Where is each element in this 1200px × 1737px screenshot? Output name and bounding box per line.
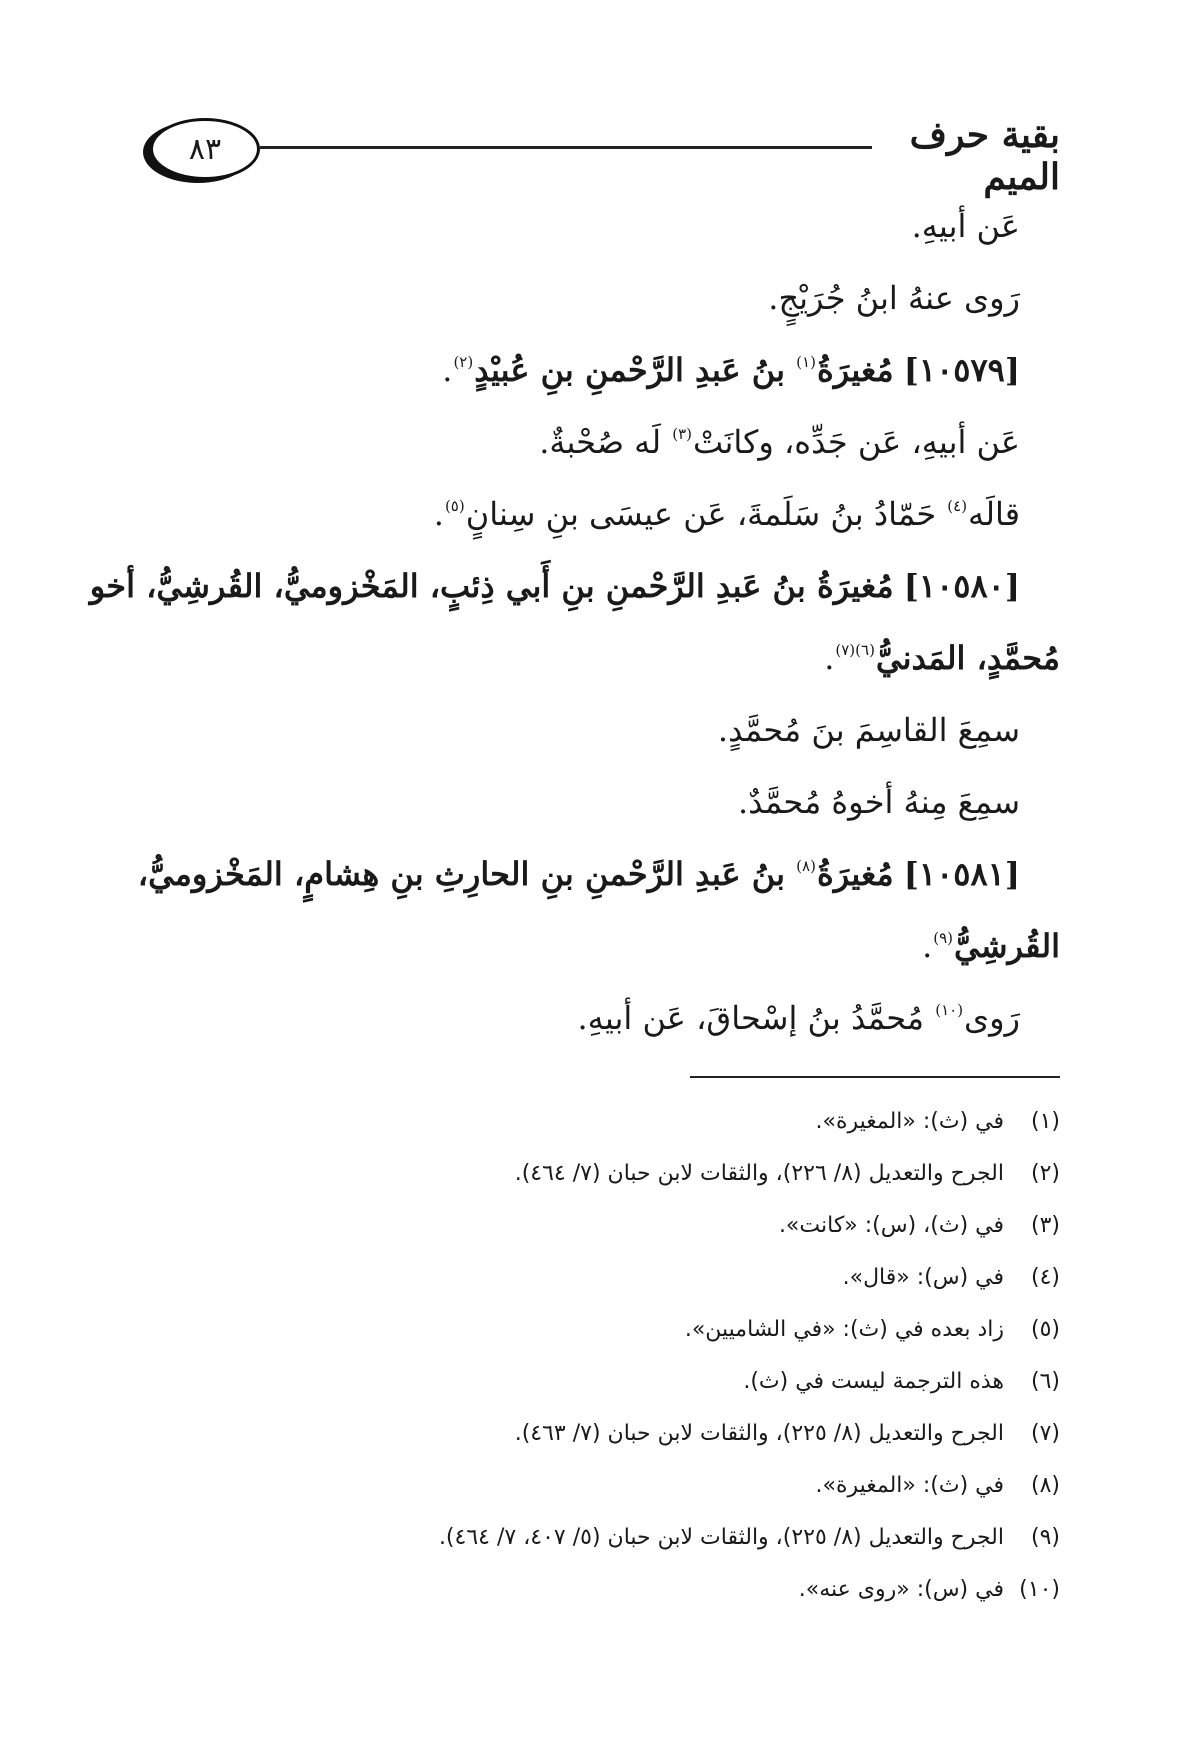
footnote-number: (١) [1030,1109,1060,1134]
footnote [150,1252,1060,1304]
footnote-number: (٨) [1030,1473,1060,1498]
footnote-text: في (ث)، (س): «كانت». [778,1213,1004,1238]
entry-number: [١٠٥٧٩] [903,351,1020,389]
footnote [150,1356,1060,1408]
footnote-ref[interactable]: (١٠) [935,1001,964,1019]
text-line: رَوى عنهُ ابنُ جُرَيْجٍ. [768,279,1020,317]
header-rule [260,146,872,149]
footnote-number: (٢) [1030,1161,1060,1186]
footnote-ref[interactable]: (٣) [672,425,693,443]
footnote-number: (٧) [1030,1421,1060,1446]
entry-number: [١٠٥٨٠] [903,567,1020,605]
footnote-ref[interactable]: (٨) [796,857,816,875]
entry-10581-cont: القُرشِيُّ$^{(٩)}$. [922,927,1060,965]
footnote-ref[interactable]: (٢) [453,353,474,371]
footnote-ref[interactable]: (٦)(٧) [835,641,875,659]
footnote [150,1304,1060,1356]
entry-10579: [١٠٥٧٩] مُغيرَةُ$^{(١)}$ بنُ عَبدِ الرَّحْمنِ بنِ عُبيْدٍ$^{(٢)}$. [442,351,1020,389]
footnote-text: في (س): «روى عنه». [798,1577,1004,1602]
footnote-text: في (س): «قال». [842,1265,1004,1290]
footnote [150,1408,1060,1460]
footnote-number: (٤) [1030,1265,1060,1290]
footnote [150,1096,1060,1148]
footnote-text: هذه الترجمة ليست في (ث). [743,1369,1004,1394]
text-line: رَوى$^{(١٠)}$ مُحمَّدُ بنُ إسْحاقَ، عَن أبيهِ. [577,999,1020,1037]
page-header [150,112,1060,198]
footnote-ref[interactable]: (٩) [933,929,954,947]
footnote-text: في (ث): «المغيرة». [815,1109,1004,1134]
footnote [150,1512,1060,1564]
entry-number: [١٠٥٨١] [903,855,1020,893]
footnote-ref[interactable]: (٤) [947,497,968,515]
running-title: بقية حرف الميم [909,114,1060,198]
text-line: عَن أبيهِ. [911,207,1020,245]
footnote-number: (١٠) [1019,1577,1060,1602]
footnote-number: (٥) [1030,1317,1060,1342]
footnote-text: زاد بعده في (ث): «في الشاميين». [684,1317,1004,1342]
footnotes [150,1096,1060,1616]
text-line: عَن أبيهِ، عَن جَدِّه، وكانَتْ$^{(٣)}$ لَه صُحْبةٌ. [539,423,1020,461]
main-text [89,190,1060,1054]
entry-10580: [١٠٥٨٠] مُغيرَةُ بنُ عَبدِ الرَّحْمنِ بنِ أَبي ذِئبٍ، المَخْزوميُّ، القُرشِيُّ، أخو [89,567,1020,605]
text-line: قالَه$^{(٤)}$ حَمّادُ بنُ سَلَمةَ، عَن عيسَى بنِ سِنانٍ$^{(٥)}$. [433,495,1020,533]
footnote-ref[interactable]: (١) [796,353,816,371]
entry-10581: [١٠٥٨١] مُغيرَةُ$^{(٨)}$ بنُ عَبدِ الرَّحْمنِ بنِ الحارِثِ بنِ هِشامٍ، المَخْزوميُّ، [137,855,1020,893]
page-number-badge [150,118,260,180]
footnote-separator [690,1076,1060,1078]
footnote [150,1200,1060,1252]
footnote-text: الجرح والتعديل (٨/ ٢٢٥)، والثقات لابن حبان (٧/ ٤٦٣). [514,1421,1004,1446]
footnote-text: الجرح والتعديل (٨/ ٢٢٥)، والثقات لابن حبان (٥/ ٤٠٧، ٧/ ٤٦٤). [438,1525,1004,1550]
entry-10580-cont: مُحمَّدٍ، المَدنيُّ$^{(٦)(٧)}$. [824,639,1060,677]
text-line: سمِعَ القاسِمَ بنَ مُحمَّدٍ. [717,711,1020,749]
footnote [150,1564,1060,1616]
footnote [150,1148,1060,1200]
footnote-text: في (ث): «المغيرة». [815,1473,1004,1498]
footnote-number: (٩) [1030,1525,1060,1550]
footnote-number: (٦) [1030,1369,1060,1394]
footnote-ref[interactable]: (٥) [444,497,465,515]
page-number: ٨٣ [188,131,222,167]
footnote-text: الجرح والتعديل (٨/ ٢٢٦)، والثقات لابن حبان (٧/ ٤٦٤). [514,1161,1004,1186]
footnote-number: (٣) [1030,1213,1060,1238]
footnote [150,1460,1060,1512]
text-line: سمِعَ مِنهُ أخوهُ مُحمَّدٌ. [737,783,1020,821]
